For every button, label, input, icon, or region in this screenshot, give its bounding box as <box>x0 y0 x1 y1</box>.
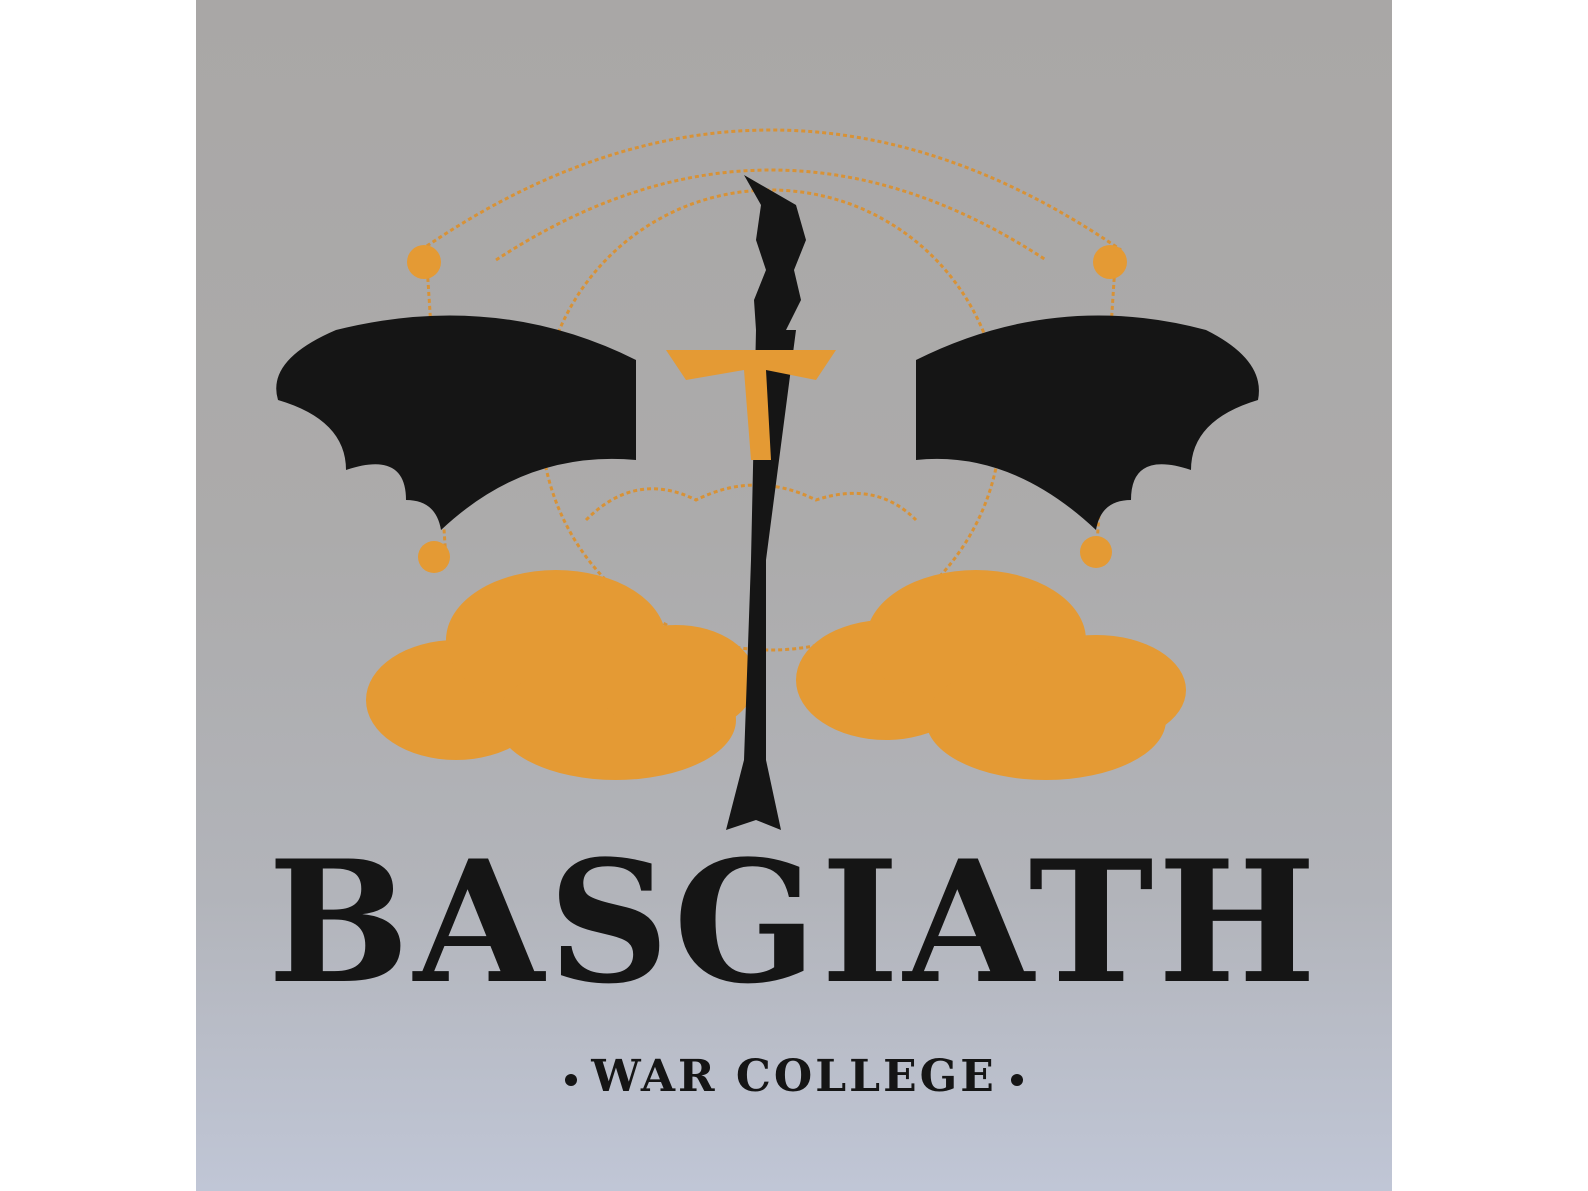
bead-bottom-right <box>1080 536 1112 568</box>
emblem-subtitle-row <box>196 1051 1392 1102</box>
emblem-subtitle: WAR COLLEGE <box>591 1051 997 1102</box>
embroidered-fabric <box>196 0 1392 1191</box>
left-dot-icon <box>565 1074 577 1086</box>
bead-top-left <box>407 245 441 279</box>
emblem-title: BASGIATH <box>267 823 1321 1021</box>
cloud-outline <box>586 485 916 520</box>
gold-clouds <box>366 570 1186 780</box>
gold-chest-detail <box>666 350 836 460</box>
bead-top-right <box>1093 245 1127 279</box>
right-dot-icon <box>1011 1074 1023 1086</box>
bead-bottom-left <box>418 541 450 573</box>
